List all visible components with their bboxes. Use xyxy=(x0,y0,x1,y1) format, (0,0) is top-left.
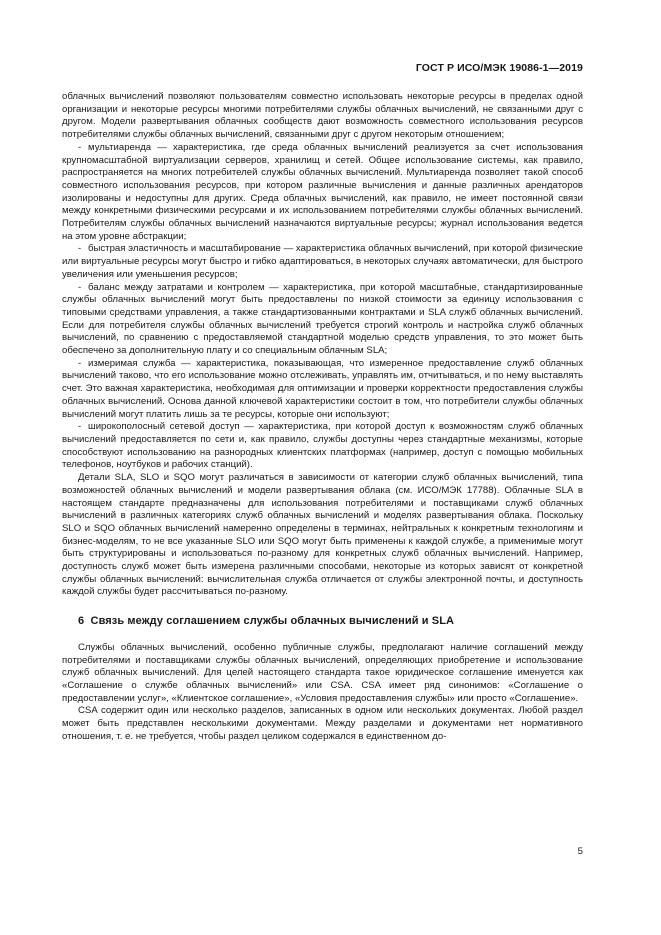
list-dash: - xyxy=(78,243,82,255)
list-item-text: мультиаренда — характеристика, где среда облачных вычислений реализуется за счет использования крупномасштабной виртуализации серверов, хранилищ и сетей. Общее использование системы, как правило, распространяется на многих потребителей службы облачных вычислений. Мультиаренда позволяет такой способ совместного использования ресурсов, при котором различные вычисления и данные различных арендаторов изолированы и недоступны для других. Среда облачных вычислений, как правило, не имеет постоянной связи между конкретными физическими ресурсами и их использованием потребителями службы облачных вычислений. Потребителям службы облачных вычислений назначаются виртуальные ресурсы; журнал использования ведется на этом уровне абстракции; xyxy=(62,141,583,242)
list-item xyxy=(62,421,583,472)
list-dash: - xyxy=(78,141,82,153)
list-item-text: быстрая эластичность и масштабирование — характеристика облачных вычислений, при которой физические или виртуальные ресурсы могут быстро и гибко адаптироваться, в некоторых случаях автоматически, для быстрого увеличения или уменьшения ресурсов; xyxy=(62,243,583,280)
list-item-text: измеримая служба — характеристика, показывающая, что измеренное предоставление служб облачных вычислений таково, что его использование можно отслеживать, управлять им, отчитываться, и по нему выставлять счет. Это важная характеристика, необходимая для оптимизации и проверки корректности предоставления службы облачных вычислений. Основа данной ключевой характеристики состоит в том, что потребители службы облачных вычислений могут платить лишь за те ресурсы, которые они используют; xyxy=(62,357,583,420)
list-item-text: широкополосный сетевой доступ — характеристика, при которой доступ к возможностям служб облачных вычислений предоставляется по сети и, как правило, службы доступны через стандартные механизмы, которые способствуют использованию на разнородных клиентских платформах (например, доступ с помощью мобильных телефонов, ноутбуков и рабочих станций). xyxy=(62,421,583,471)
list-dash: - xyxy=(78,421,82,433)
section-number: 6 xyxy=(78,615,85,628)
section-heading xyxy=(62,615,583,628)
page-number: 5 xyxy=(577,846,583,857)
details-paragraph: Детали SLA, SLO и SQO могут различаться в зависимости от категории служб облачных вычислений, типа возможностей облачных вычислений и модели развертывания облака (см. ИСО/МЭК 17788). Облачные SLA в настоящем стандарте предназначены для использования потребителями и поставщиками служб облачных вычислений в различных категориях служб облачных вычислений и моделях развертывания облака. Поскольку SLO и SQO облачных вычислений намеренно определены в терминах, нейтральных к конкретным технологиям и бизнес-моделям, то не все указанные SLO или SQO могут быть применены к каждой службе, а применимые могут быть структурированы и использоваться по-разному для конкретных служб облачных вычислений. Например, доступность служб может быть измерена различными способами, некоторые из которых зависят от конкретной службы облачных вычислений: вычислительная служба отличается от службы электронной почты, и доступность каждой службы будет рассчитываться по-разному. xyxy=(62,472,583,598)
list-item-text: баланс между затратами и контролем — характеристика, при которой масштабные, стандартизированные службы облачных вычислений могут быть предоставлены по низкой стоимости за единицу использования с типовыми средствами управления, а также стандартизованными контрактами и SLA служб облачных вычислений. Если для потребителя службы облачных вычислений требуется строгий контроль и настройка служб облачных вычислений, по сравнению с предоставляемой стандартной моделью средств управления, то это может быть обеспечено за дополнительную плату и со специальным облачным SLA; xyxy=(62,281,583,357)
intro-paragraph: облачных вычислений позволяют пользователям совместно использовать некоторые ресурсы в пределах одной организации и некоторые ресурсы многими потребителями службы облачных вычислений, не связанными друг с другом. Модели развертывания облачных сообществ дают возможность совместного использования ресурсов потребителями службы облачных вычислений, связанными друг с другом некоторым отношением; xyxy=(62,91,583,141)
page-body xyxy=(62,91,583,743)
list-item xyxy=(62,243,583,281)
list-item xyxy=(62,358,583,422)
list-item xyxy=(62,142,583,244)
document-header: ГОСТ Р ИСО/МЭК 19086-1—2019 xyxy=(415,62,583,74)
list-dash: - xyxy=(78,357,82,369)
section-paragraph: Службы облачных вычислений, особенно публичные службы, предполагают наличие соглашений между потребителями и поставщиками службы облачных вычислений, определяющих приобретение и использование служб облачных вычислений. Для целей настоящего стандарта такое юридическое соглашение именуется как «Соглашение о службе облачных вычислений» или CSA. CSA имеет ряд синонимов: «Соглашение о предоставлении услуг», «Клиентское соглашение», «Условия предоставления службы» или просто «Соглашение». xyxy=(62,641,583,704)
list-item xyxy=(62,282,583,358)
list-dash: - xyxy=(78,281,82,293)
section-title: Связь между соглашением службы облачных вычислений и SLA xyxy=(90,615,455,628)
section-paragraph: CSA содержит один или несколько разделов, записанных в одном или нескольких документах. Любой раздел может быть представлен несколькими документами. Между разделами и документами нет нормативного отношения, т. е. не требуется, чтобы раздел целиком содержался в единственном до- xyxy=(62,705,583,742)
